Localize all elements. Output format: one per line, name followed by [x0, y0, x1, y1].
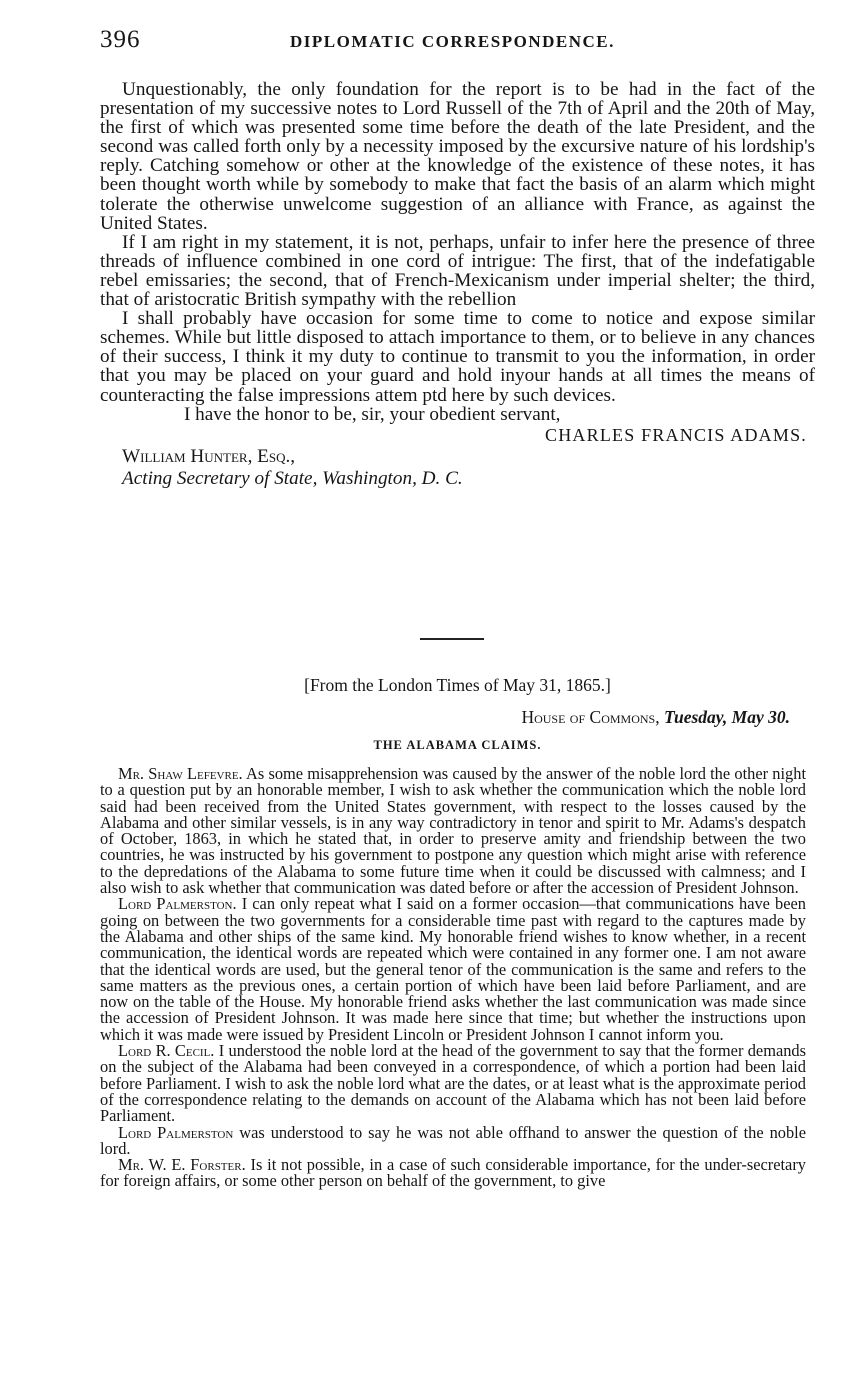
page-header: [100, 26, 815, 56]
section-title: THE ALABAMA CLAIMS.: [373, 738, 542, 752]
running-title: DIPLOMATIC CORRESPONDENCE.: [290, 32, 615, 51]
venue-date: Tuesday, May 30.: [663, 707, 790, 727]
venue-line: [100, 706, 790, 728]
speaker-name: Lord Palmerston: [118, 1122, 234, 1142]
letter-body: [100, 80, 815, 490]
debate-paragraph: [100, 1043, 806, 1124]
venue-house: House of Commons,: [521, 707, 660, 727]
page-number: 396: [100, 26, 141, 53]
speech-text: Is it not possible, in a case of such considerable importance, for the under-secretary for foreign affairs, or some other person on behalf of the government, to give: [100, 1155, 806, 1191]
speech-text: I can only repeat what I said on a former occasion—that communications have been going on between the two governments for a considerable time past with regard to the captures made by the Alabama and other ships of the same kind. My honorable friend wishes to know whether, in a recent communication, the identical words are repeated which were contained in any former one. I am not aware that the identical words are used, but the general tenor of the communication is the same and refers to the same matters as the previous ones, a certain portion of which have been laid before Parliament, and are now on the table of the House. My honorable friend asks whether the last communication was made since the accession of President Johnson. It was made here since that time; but whether the instructions upon which it was made were issued by President Lincoln or President Johnson I cannot inform you.: [100, 894, 806, 1044]
debate-transcript: [100, 766, 806, 1190]
debate-paragraph: [100, 1122, 806, 1158]
letter-closing: I have the honor to be, sir, your obedient servant,: [184, 403, 561, 425]
speech-text: As some misapprehension was caused by the answer of the noble lord the other night to a question put by an honorable member, I wish to ask whether the communication which the noble lord said had been received from the United States government, with respect to the losses caused by the Alabama and other similar vessels, is in any way contradictory in tenor and spirit to Mr. Adams's despatch of October, 1863, in which he stated that, in order to preserve amity and friendship between the two countries, he was instructed by his government to postpone any question which might arise with reference to the depredations of the Alabama to some future time when it could be discussed with calmness; and I also wish to ask whether that communication was dated before or after the accession of President Johnson.: [100, 764, 807, 898]
section-divider: [420, 638, 484, 640]
speaker-name: Lord Palmerston.: [118, 894, 237, 914]
debate-paragraph: [100, 896, 806, 1043]
letter-paragraph: If I am right in my statement, it is not, perhaps, unfair to infer here the presence of three threads of influence combined in one cord of intrigue: The first, that of the indefatigable rebel emissaries; the second, that of French-Mexicanism under imperial shelter; the third, that of aristocratic British sympathy with the rebellion: [100, 231, 815, 311]
speech-text: I understood the noble lord at the head of the government to say that the former demands on the subject of the Alabama had been conveyed in a correspondence, of which a portion had been laid before Parliament. I wish to ask the noble lord what are the dates, or at least what is the approximate period of the correspondence relating to the demands on account of the Alabama which has not been laid before Parliament.: [100, 1041, 806, 1126]
addressee-name: William Hunter, Esq.,: [122, 445, 296, 467]
speech-text: was understood to say he was not able offhand to answer the question of the noble lord.: [100, 1122, 806, 1158]
speaker-name: Mr. Shaw Lefevre.: [118, 764, 243, 783]
letter-paragraph: Unquestionably, the only foundation for the report is to be had in the fact of the presentation of my successive notes to Lord Russell of the 7th of April and the 20th of May, the first of which was presented some time before the death of the late President, and the second was called forth only by a necessity imposed by the excursive nature of his lordship's reply. Catching somehow or other at the knowledge of the existence of these notes, it has been thought worth while by somebody to make that fact the basis of an alarm which might tolerate the otherwise unwelcome suggestion of an alliance with France, as against the United States.: [100, 79, 815, 234]
source-line: [From the London Times of May 31, 1865.]: [304, 675, 611, 695]
letter-paragraph: I shall probably have occasion for some time to come to notice and expose similar schemes. While but little disposed to attach importance to them, or to believe in any chances of their success, I think it my duty to continue to transmit to you the information, in order that you may be placed on your guard and hold inyour hands at all times the means of counteracting the false impressions attem ptd here by such devices.: [100, 308, 815, 406]
debate-paragraph: [100, 766, 806, 896]
debate-paragraph: [100, 1157, 806, 1190]
speaker-name: Lord R. Cecil.: [118, 1041, 215, 1061]
letter-signature: CHARLES FRANCIS ADAMS.: [545, 424, 807, 445]
speaker-name: Mr. W. E. Forster.: [118, 1155, 246, 1175]
addressee-title: Acting Secretary of State, Washington, D. C.: [122, 467, 463, 489]
